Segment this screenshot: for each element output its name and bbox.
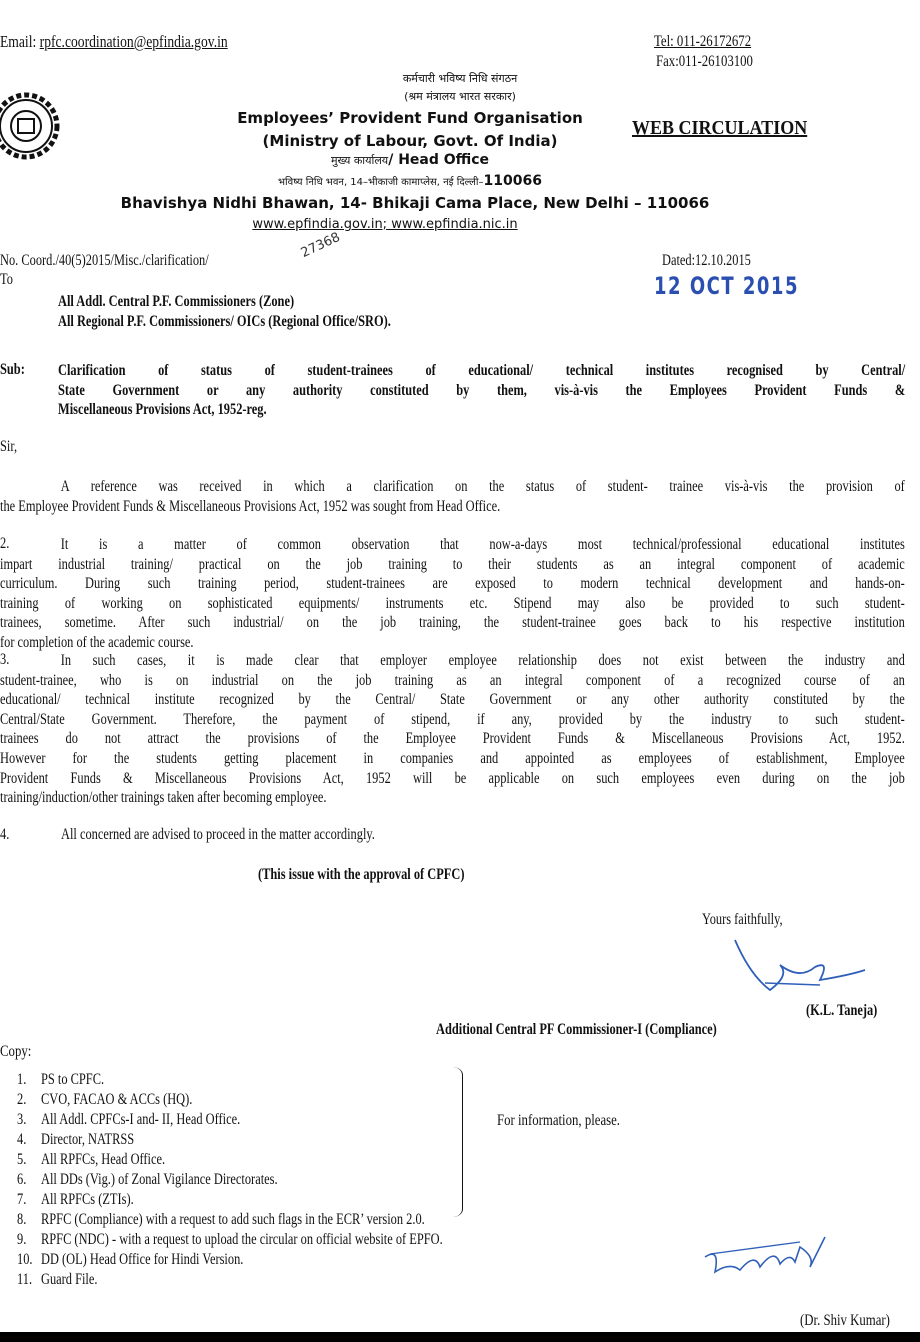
list-item — [17, 1211, 425, 1229]
list-number: 6. — [17, 1171, 27, 1188]
org-name: Employees’ Provident Fund Organisation — [237, 109, 583, 127]
list-number: 7. — [17, 1191, 27, 1208]
handwritten-number: 27368 — [298, 229, 343, 262]
list-text: All RPFCs (ZTIs). — [41, 1191, 134, 1208]
signature-shiv-kumar — [700, 1232, 830, 1292]
ministry-name: (Ministry of Labour, Govt. Of India) — [262, 132, 558, 150]
paragraph-line: curriculum. During such training period, student-trainees are exposed to modern technical development and hands-on- — [0, 575, 905, 593]
list-number: 11. — [17, 1271, 33, 1288]
to-label: To — [0, 271, 13, 288]
paragraph-line: student-trainee, who is on industrial on the job training as an integral component of a recognized course of an — [0, 671, 905, 689]
hindi-org-name: कर्मचारी भविष्य निधि संगठन — [402, 72, 518, 85]
list-text: All RPFCs, Head Office. — [41, 1151, 166, 1168]
subject-line: Miscellaneous Provisions Act, 1952-reg. — [58, 401, 267, 419]
list-text: PS to CPFC. — [41, 1071, 105, 1088]
reference-number: No. Coord./40(5)2015/Misc./clarification/ — [0, 252, 209, 269]
paragraph-line: It is a matter of common observation that now-a-days most technical/professional educational institutes — [60, 536, 905, 553]
head-office-label: / Head Office — [388, 152, 490, 168]
received-stamp: 12 OCT 2015 — [654, 272, 799, 300]
list-item — [17, 1271, 97, 1289]
subject-line: State Government or any authority constituted by them, vis-à-vis the Employees Provident Funds & — [58, 381, 906, 399]
addressee: All Regional P.F. Commissioners/ OICs (Regional Office/SRO). — [58, 313, 391, 330]
paragraph-line: training of working on sophisticated equipments/ instruments etc. Stipend may also be provided to such student- — [0, 594, 905, 612]
addressee: All Addl. Central P.F. Commissioners (Zone) — [58, 293, 295, 310]
list-item — [17, 1231, 443, 1249]
address-hindi-text: भविष्य निधि भवन, 14–भीकाजी कामाप्लेस, नई दिल्ली– — [278, 177, 484, 188]
paragraph-line: impart industrial training/ practical on the job training to their students as an integral component of academic — [0, 555, 905, 573]
hindi-ministry: (श्रम मंत्रालय भारत सरकार) — [404, 90, 516, 103]
list-text: CVO, FACAO & ACCs (HQ). — [41, 1091, 193, 1108]
paragraph-line: trainees do not attract the provisions of the Employee Provident Funds & Miscellaneous Provisions Act, 1952. — [0, 730, 905, 748]
list-text: RPFC (Compliance) with a request to add such flags in the ECR’ version 2.0. — [41, 1211, 425, 1228]
signatory-name: (K.L. Taneja) — [806, 1002, 878, 1019]
list-text: All DDs (Vig.) of Zonal Vigilance Directorates. — [41, 1171, 278, 1188]
list-item — [17, 1251, 243, 1269]
page-bottom-bar — [0, 1332, 920, 1342]
list-number: 5. — [17, 1151, 27, 1168]
paragraph-1 — [0, 477, 905, 516]
email-label: Email: — [0, 32, 37, 51]
list-item — [17, 1091, 192, 1109]
paragraph-line: However for the students getting placement in companies and appointed as employees of establishment, Employee — [0, 749, 905, 767]
list-item — [17, 1111, 240, 1129]
paragraph-line: training/induction/other trainings taken after becoming employee. — [0, 789, 327, 807]
head-office — [0, 152, 870, 168]
list-text: DD (OL) Head Office for Hindi Version. — [41, 1251, 244, 1268]
paragraph-number: 4. — [0, 826, 10, 843]
telephone: Tel: 011-26172672 — [654, 33, 752, 50]
email-link[interactable]: rpfc.coordination@epfindia.gov.in — [39, 32, 228, 51]
paragraph-line: Provident Funds & Miscellaneous Provisions Act, 1952 will be applicable on such employees even during on the job — [0, 769, 905, 787]
copy-label: Copy: — [0, 1043, 32, 1060]
paragraph-line: trainees, sometime. After such industrial/ on the job training, the student-trainee goes back to his respective institution — [0, 614, 905, 632]
paragraph-line: In such cases, it is made clear that employer employee relationship does not exist between the industry and — [60, 652, 905, 669]
web-circulation: WEB CIRCULATION — [632, 117, 808, 139]
paragraph-number: 3. — [0, 651, 10, 668]
address: Bhavishya Nidhi Bhawan, 14- Bhikaji Cama Place, New Delhi – 110066 — [120, 194, 710, 212]
paragraph-4: All concerned are advised to proceed in the matter accordingly. — [61, 826, 375, 843]
paragraph-number: 2. — [0, 535, 10, 552]
paragraph-2 — [0, 535, 905, 653]
second-signatory-name: (Dr. Shiv Kumar) — [800, 1312, 890, 1329]
fax: Fax:011-26103100 — [656, 53, 753, 70]
list-text: Director, NATRSS — [41, 1131, 135, 1148]
list-text: RPFC (NDC) - with a request to upload the circular on official website of EPFO. — [41, 1231, 443, 1248]
paragraph-line: the Employee Provident Funds & Miscellaneous Provisions Act, 1952 was sought from Head Office. — [0, 497, 501, 515]
dated: Dated:12.10.2015 — [662, 252, 751, 269]
list-number: 4. — [17, 1131, 27, 1148]
paragraph-line: educational/ technical institute recognized by the Central/ State Government or any other authority constituted by the — [0, 691, 905, 709]
list-item — [17, 1171, 278, 1189]
subject — [58, 361, 905, 420]
for-information: For information, please. — [497, 1112, 620, 1129]
approval-note: (This issue with the approval of CPFC) — [258, 866, 465, 883]
address-hindi — [0, 173, 870, 189]
paragraph-line: A reference was received in which a clarification on the status of student- trainee vis-à-vis the provision of — [60, 478, 905, 495]
list-text: Guard File. — [41, 1271, 98, 1288]
salutation: Sir, — [0, 438, 18, 455]
paragraph-line: Central/State Government. Therefore, the payment of stipend, if any, provided by the industry to such student- — [0, 710, 905, 728]
list-number: 8. — [17, 1211, 27, 1228]
list-number: 1. — [17, 1071, 27, 1088]
list-item — [17, 1191, 134, 1209]
bracket — [452, 1067, 463, 1217]
list-number: 9. — [17, 1231, 27, 1248]
head-office-hindi: मुख्य कार्यालय — [330, 154, 389, 167]
signature-taneja — [720, 935, 870, 1005]
email-line — [0, 32, 228, 52]
paragraph-line: for completion of the academic course. — [0, 633, 194, 651]
paragraph-3 — [0, 651, 905, 808]
list-number: 10. — [17, 1251, 33, 1268]
list-item — [17, 1131, 134, 1149]
list-item — [17, 1151, 165, 1169]
websites[interactable]: www.epfindia.gov.in; www.epfindia.nic.in — [252, 217, 518, 232]
subject-label: Sub: — [0, 361, 25, 378]
closing: Yours faithfully, — [702, 911, 783, 928]
subject-line: Clarification of status of student-trainees of educational/ technical institutes recognised by Central/ — [58, 362, 906, 379]
list-text: All Addl. CPFCs-I and- II, Head Office. — [41, 1111, 241, 1128]
list-number: 3. — [17, 1111, 27, 1128]
list-number: 2. — [17, 1091, 27, 1108]
list-item — [17, 1071, 104, 1089]
signatory-designation: Additional Central PF Commissioner-I (Compliance) — [436, 1021, 717, 1038]
address-hindi-pin: 110066 — [483, 173, 542, 189]
